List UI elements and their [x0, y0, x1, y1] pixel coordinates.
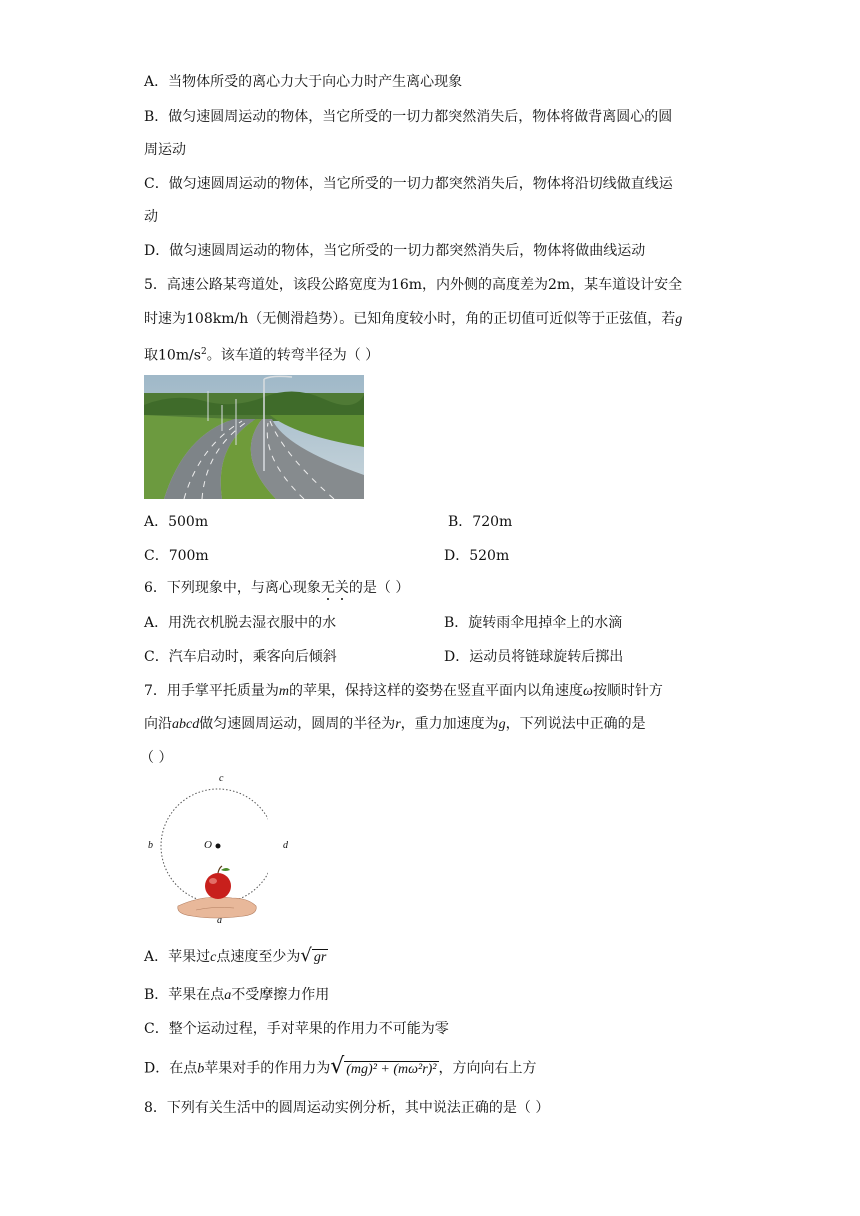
q5-option-c: C．700m: [144, 548, 209, 564]
label-b: b: [148, 840, 153, 851]
label-o: O: [204, 839, 212, 851]
q4-option-d: D．做匀速圆周运动的物体，当它所受的一切力都突然消失后，物体将做曲线运动: [144, 243, 646, 259]
q7-text-3: 按顺时针方: [592, 683, 663, 699]
q7-text-1: 7．用手掌平托质量为: [144, 683, 279, 699]
q7-stem-line2: [144, 714, 646, 735]
q7-option-d-b: b: [197, 1061, 205, 1077]
q5-stem-line3-end: 。该车道的转弯半径为（ ）: [206, 347, 380, 364]
q7-var-g: g: [498, 717, 506, 732]
q6-option-a: A．用洗衣机脱去湿衣服中的水: [144, 615, 337, 631]
q6-emphasis-char-1: 无: [320, 580, 335, 596]
q7-text-4: 向沿: [144, 716, 172, 732]
q7-option-b: [144, 985, 329, 1006]
q7-text-5: 做匀速圆周运动，圆周的半径为: [199, 716, 396, 732]
q5-stem-line2: [144, 309, 682, 330]
q5-stem-line1: 5．高速公路某弯道处，该段公路宽度为16m，内外侧的高度差为2m，某车道设计安全: [144, 277, 683, 293]
q5-option-d: D．520m: [444, 548, 510, 564]
q7-text-6: ，重力加速度为: [400, 716, 499, 732]
q7-option-c: C．整个运动过程，手对苹果的作用力不可能为零: [144, 1021, 449, 1037]
label-a: a: [217, 915, 222, 926]
q6-option-d: D．运动员将链球旋转后掷出: [444, 649, 624, 665]
q7-option-a: [144, 945, 328, 969]
q4-option-c-line2: 动: [144, 209, 158, 225]
q7-option-b-text: B．苹果在点: [144, 987, 225, 1003]
q4-option-a: A．当物体所受的离心力大于向心力时产生离心现象: [144, 74, 463, 90]
q7-text-7: ，下列说法中正确的是: [505, 716, 646, 732]
q4-option-c-line1: C．做匀速圆周运动的物体，当它所受的一切力都突然消失后，物体将沿切线做直线运: [144, 176, 673, 192]
q6-option-b: B．旋转雨伞甩掉伞上的水滴: [444, 615, 623, 631]
circular-motion-figure: [144, 774, 268, 930]
q7-text-2: 的苹果，保持这样的姿势在竖直平面内以角速度: [289, 683, 584, 699]
q6-emphasis-char-2: 关: [334, 580, 349, 596]
q7-option-d: [144, 1054, 537, 1083]
q6-option-c: C．汽车启动时，乘客向后倾斜: [144, 649, 337, 665]
q5-stem-line3: [144, 342, 379, 366]
q7-var-m: m: [278, 684, 290, 699]
center-dot: [216, 844, 221, 849]
q5-option-b: B．720m: [448, 514, 513, 530]
q7-stem-line1: [144, 681, 663, 702]
sqrt-gr-radicand: gr: [313, 950, 327, 965]
force-magnitude-radicand: (mg)² + (mω²r)²: [346, 1062, 437, 1077]
apple-icon: [205, 873, 231, 899]
q7-option-d-text: D．在点: [144, 1060, 198, 1077]
q7-option-d-text3: ，方向向右上方: [438, 1060, 537, 1077]
q4-option-b-line2: 周运动: [144, 142, 186, 158]
sqrt-gr-expression: √ gr: [300, 945, 327, 966]
q5-superscript: 2: [201, 347, 207, 357]
q7-option-a-text2: 点速度至少为: [216, 949, 301, 965]
q7-option-d-text2: 苹果对手的作用力为: [204, 1060, 331, 1077]
highway-curve-photo: [144, 375, 364, 499]
q5-stem-line3-text: 取10m/s: [144, 347, 201, 364]
q7-option-b-text2: 不受摩擦力作用: [231, 987, 330, 1003]
q5-var-g: g: [675, 312, 683, 327]
q5-option-a: A．500m: [144, 514, 209, 530]
q6-stem-end: 的是（ ）: [348, 580, 410, 596]
q7-var-omega: ω: [583, 684, 593, 699]
q8-stem: 8．下列有关生活中的圆周运动实例分析，其中说法正确的是（ ）: [144, 1100, 550, 1116]
force-magnitude-expression: √ (mg)² + (mω²r)²: [330, 1054, 437, 1079]
q7-var-r: r: [395, 717, 401, 732]
q7-option-a-c: c: [210, 950, 217, 965]
label-c: c: [219, 773, 224, 784]
q4-option-b-line1: B．做匀速圆周运动的物体，当它所受的一切力都突然消失后，物体将做背离圆心的圆: [144, 109, 673, 125]
q6-stem-text: 6．下列现象中，与离心现象: [144, 580, 321, 596]
q7-var-abcd: abcd: [172, 717, 200, 732]
q5-stem-line2-text: 时速为108km/h（无侧滑趋势）。已知角度较小时，角的正切值可近似等于正弦值，若: [144, 311, 676, 327]
label-d: d: [283, 840, 288, 851]
q7-stem-line3: （ ）: [140, 750, 173, 766]
q7-option-b-a: a: [224, 988, 232, 1003]
q7-option-a-text: A．苹果过: [144, 949, 211, 965]
q6-stem: [144, 578, 409, 598]
